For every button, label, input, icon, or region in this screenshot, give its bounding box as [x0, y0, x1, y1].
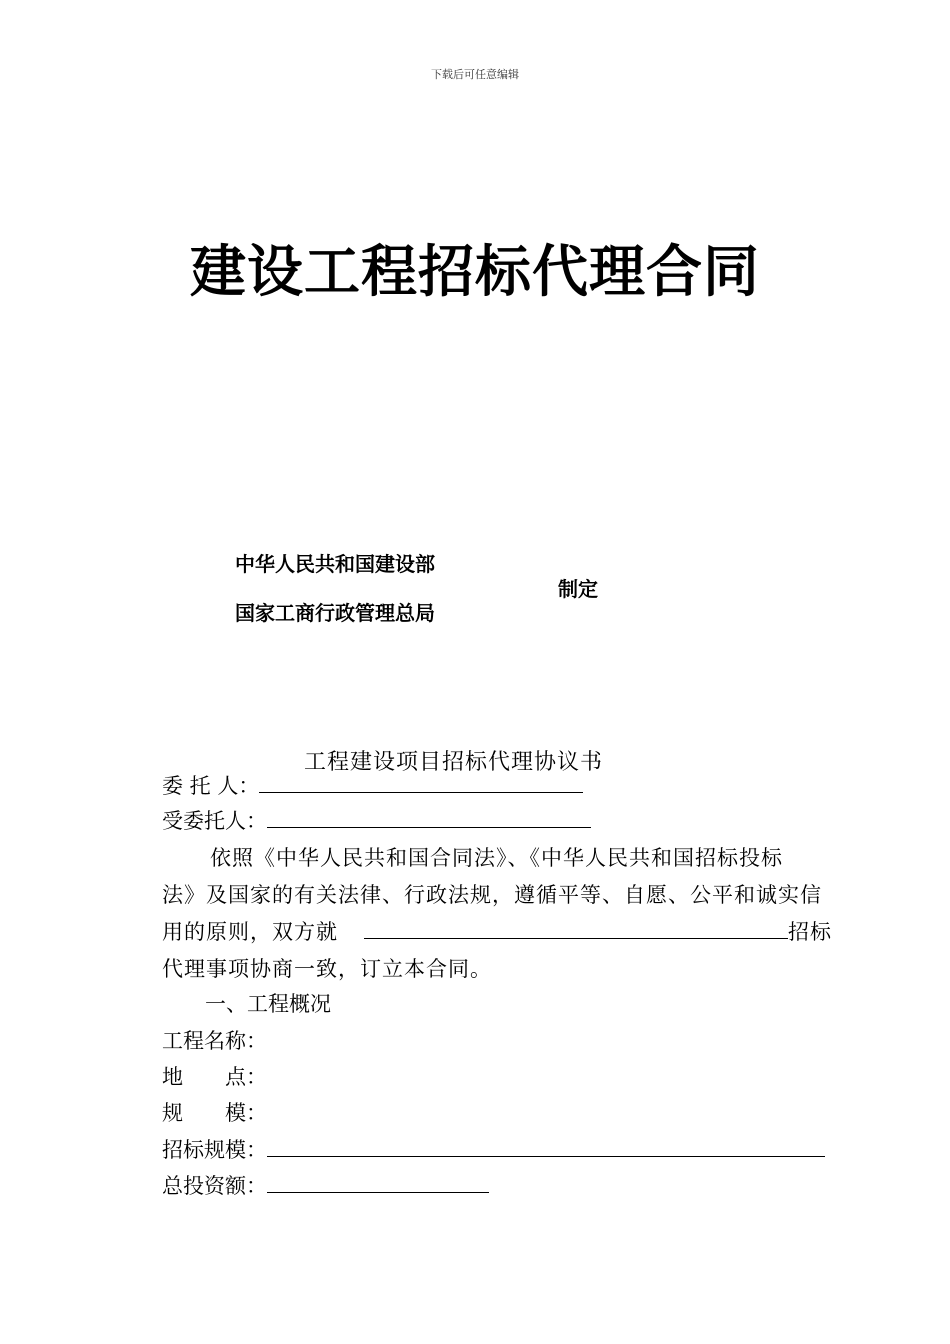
scale-label: 规 模：: [162, 1101, 267, 1125]
project-name-label: 工程名称：: [162, 1029, 267, 1053]
header-note: 下载后可任意编辑: [431, 68, 519, 81]
intro-line-1: 依照《中华人民共和国合同法》、《中华人民共和国招标投标: [210, 846, 783, 870]
principal-line: [162, 772, 583, 800]
principal-blank[interactable]: [259, 772, 583, 793]
intro-line-2: 法》及国家的有关法律、行政法规，遵循平等、自愿、公平和诚实信: [162, 883, 822, 907]
agent-line: [162, 807, 591, 835]
agreement-title: 工程建设项目招标代理协议书: [304, 750, 604, 775]
total-investment-label: 总投资额：: [162, 1174, 267, 1198]
bid-scale-line: [162, 1136, 825, 1164]
section1-heading: 一、工程概况: [205, 992, 331, 1016]
bid-scale-label: 招标规模：: [162, 1138, 267, 1162]
intro-line-4: 代理事项协商一致，订立本合同。: [162, 957, 492, 981]
total-investment-blank[interactable]: [267, 1172, 489, 1193]
bid-scale-blank[interactable]: [267, 1136, 825, 1157]
principal-label: 委 托 人：: [162, 774, 260, 798]
intro-line-3-prefix: 用的原则，双方就: [162, 920, 338, 944]
project-scope-blank[interactable]: [364, 918, 788, 939]
location-label: 地 点：: [162, 1065, 267, 1089]
agent-label: 受委托人：: [162, 809, 267, 833]
issuer-verb: 制定: [558, 577, 598, 601]
total-investment-line: [162, 1172, 489, 1200]
intro-paragraph: [162, 840, 838, 988]
issuer-administration: 国家工商行政管理总局: [235, 601, 435, 625]
intro-line-3: [162, 914, 838, 951]
issuer-ministry: 中华人民共和国建设部: [235, 552, 435, 576]
document-title: 建设工程招标代理合同: [190, 240, 760, 305]
agent-blank[interactable]: [267, 807, 591, 828]
intro-line-3-suffix: 招标: [788, 920, 832, 944]
